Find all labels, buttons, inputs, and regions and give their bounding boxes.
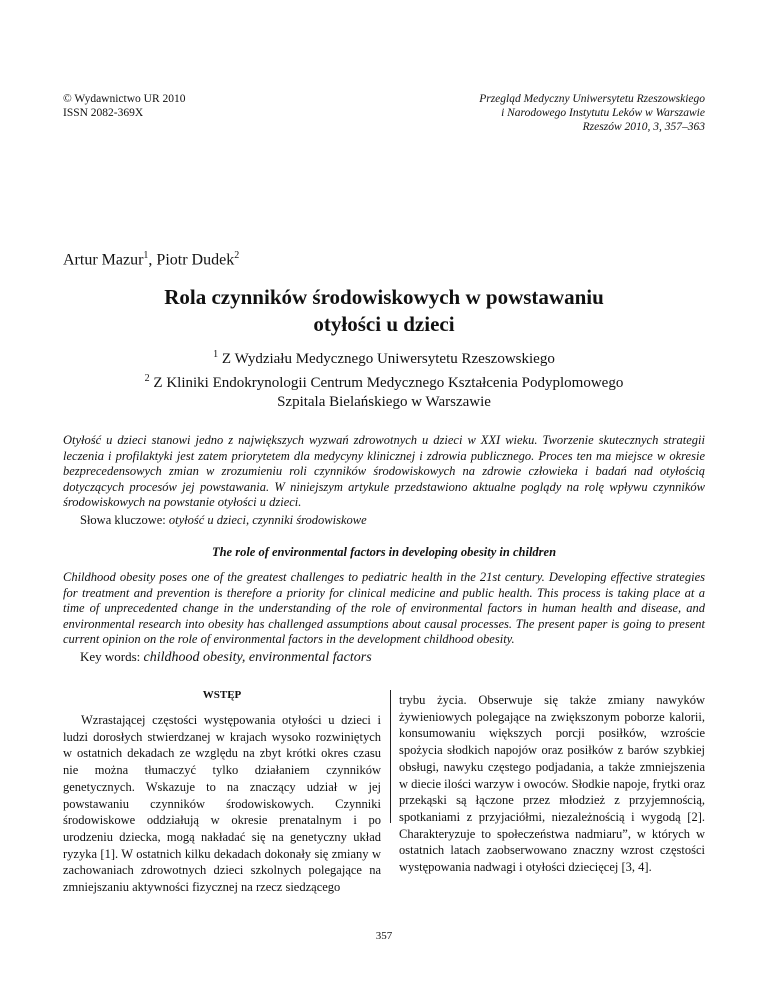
affiliation-2 [63,369,705,393]
journal-name-line: Przegląd Medyczny Uniwersytetu Rzeszowskiego [479,93,705,105]
affiliation-1 [63,345,705,369]
article-title [90,284,678,338]
abstract-polish: Otyłość u dzieci stanowi jedno z największych wyzwań zdrowotnych u dzieci w XXI wieku. Tworzenie skutecznych strategii leczenia i profilaktyki jest zatem priorytetem dla medycyny klinicznej i zdrowia publicznego. Proces ten ma miejsce w okresie bezprecedensowych zmian w zrozumieniu roli czynników środowiskowych na zdrowie człowieka i badań nad otyłością dotyczących procesów jej powstawania. W niniejszym artykule przedstawiono aktualne poglądy na rolę wpływu czynników środowiskowych na powstanie otyłości u dzieci. [63,433,705,509]
author-separator: , [148,251,157,269]
keywords-value: otyłość u dzieci, czynniki środowiskowe [168,513,367,527]
column-divider [390,690,391,823]
body-column-right: trybu życia. Obserwuje się także zmiany nawyków żywieniowych polegające na zwiększonym poborze kalorii, konsumowaniu większych porcji posiłków, wzroście spożycia słodkich napojów oraz posiłków z barów szybkiej obsługi, nawyku częstego podjadania, a także zmniejszenia w diecie ilości warzyw i owoców. Słodkie napoje, frytki oraz przekąski są łączone przez młodzież z przyjemnością, spotkaniami z przyjaciółmi, niezależnością i wygodą [2]. Charakteryzuje to społeczeństwa nadmiaru”, w których w ostatnich latach zaobserwowano znaczny wzrost częstości występowania nadwagi i otyłości dziecięcej [3, 4]. [399,693,705,875]
title-line-2: otyłości u dzieci [313,312,455,336]
journal-name-line-2: i Narodowego Instytutu Leków w Warszawie [501,107,705,119]
section-heading: WSTĘP [202,689,242,701]
affiliation-1-mark: 1 [213,349,219,360]
affiliation-2-mark: 2 [144,373,150,384]
keywords-en-value: childhood obesity, environmental factors [143,650,372,665]
affiliation-1-text: Z Wydziału Medycznego Uniwersytetu Rzeszowskiego [218,351,555,367]
affiliation-2-text: Z Kliniki Endokrynologii Centrum Medycznego Kształcenia Podyplomowego [149,375,624,391]
english-title: The role of environmental factors in developing obesity in children [211,545,557,559]
issn-line: ISSN 2082-369X [63,107,144,119]
body-column-left: Wzrastającej częstości występowania otyłości u dzieci i ludzi dorosłych stwierdzanej w krajach wysoko rozwiniętych w ostatnich dekadach ze względu na zbyt krótki okres czasu nie można tłumaczyć tylko działaniem czynników genetycznych. Wskazuje to na znaczący udział w jej powstawaniu czynników środowiskowych. Czynniki środowiskowe oddziałują w okresie prenatalnym i po urodzeniu dziecka, mogą nakładać się na genetyczny układ ryzyka [1]. W ostatnich kilku dekadach dokonały się zmiany w zachowaniach zdrowotnych dzieci szkolnych polegające na zmniejszaniu aktywności fizycznej na rzecz siedzącego [63,713,381,895]
publisher-line: © Wydawnictwo UR 2010 [63,93,186,105]
affiliation-2-continued: Szpitala Bielańskiego w Warszawie [277,394,491,410]
author-1-affil-mark: 1 [143,250,149,261]
keywords-en-label: Key words: [80,649,144,664]
author-2: Piotr Dudek [156,251,235,269]
publisher-header [63,92,186,120]
abstract-english: Childhood obesity poses one of the greatest challenges to pediatric health in the 21st century. Developing effective strategies for treatment and prevention is therefore a priority for clinical medicine and public health. This process is taking place at a time of unprecedented change in the understanding of the role of environmental factors in human health and disease, and environmental research into obesity has challenged assumptions about causal processes. The present paper is going to present current opinion on the role of environmental factors in the development childhood obesity. [63,570,705,646]
authors [63,250,239,269]
author-2-affil-mark: 2 [234,250,240,261]
keywords-polish [80,513,367,528]
journal-citation-line: Rzeszów 2010, 3, 357–363 [582,121,705,133]
journal-header [385,92,705,134]
page-number: 357 [375,930,393,942]
affiliations [63,345,705,412]
author-1: Artur Mazur [63,251,144,269]
title-line-1: Rola czynników środowiskowych w powstawaniu [164,285,604,309]
keywords-english [80,649,372,666]
keywords-label: Słowa kluczowe: [80,513,169,527]
